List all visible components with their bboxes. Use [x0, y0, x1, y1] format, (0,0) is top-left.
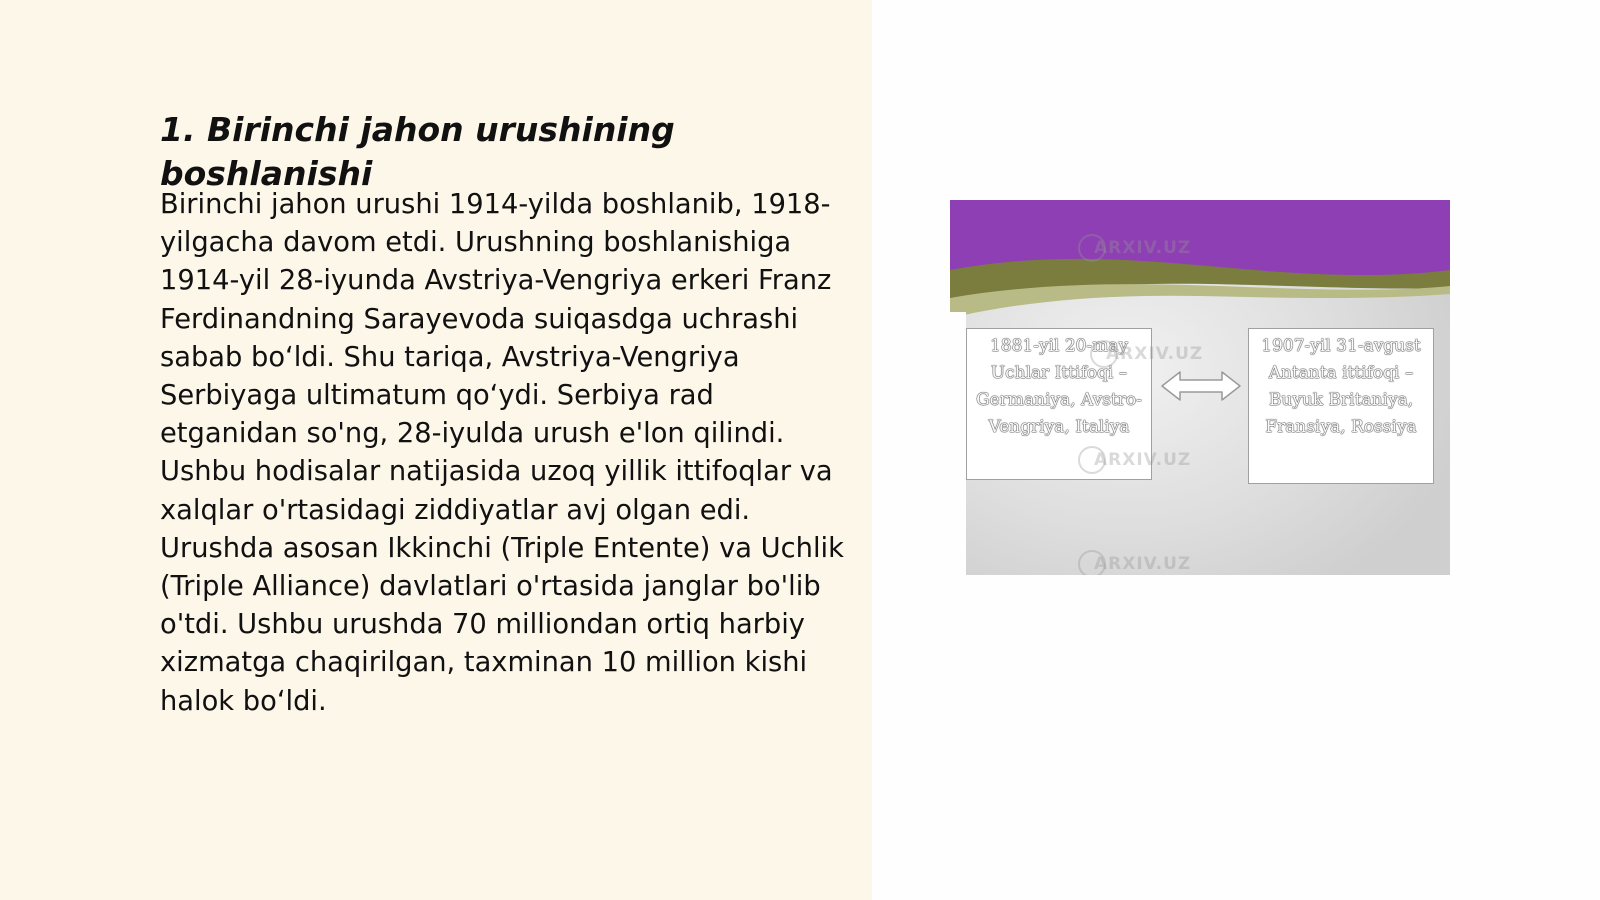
alliances-image — [950, 200, 1450, 575]
watermark — [1078, 446, 1191, 474]
watermark-text: ARXIV.UZ — [1094, 450, 1192, 470]
watermark — [1078, 550, 1191, 575]
triple-alliance-box: 1881-yil 20-may Uchlar Ittifoqi – Germaniya, Avstro-Vengriya, Italiya — [966, 328, 1152, 480]
slide-body-text: Birinchi jahon urushi 1914-yilda boshlanib, 1918-yilgacha davom etdi. Urushning boshlanishiga 1914-yil 28-iyunda Avstriya-Vengriya erkeri Franz Ferdinandning Sarayevoda suiqasdga uchrashi sabab boʻldi. Shu tariqa, Avstriya-Vengriya Serbiyaga ultimatum qoʻydi. Serbiya rad etganidan so'ng, 28-iyulda urush e'lon qilindi. Ushbu hodisalar natijasida uzoq yillik ittifoqlar va xalqlar o'rtasidagi ziddiyatlar avj olgan edi. Urushda asosan Ikkinchi (Triple Entente) va Uchlik (Triple Alliance) davlatlari o'rtasida janglar bo'lib o'tdi. Ushbu urushda 70 milliondan ortiq harbiy xizmatga chaqirilgan, taxminan 10 million kishi halok boʻldi. — [160, 189, 844, 717]
white-gap-strip — [950, 312, 966, 575]
watermark-text: ARXIV.UZ — [1094, 238, 1192, 258]
watermark-text: ARXIV.UZ — [1106, 344, 1204, 364]
double-arrow-icon — [1160, 368, 1242, 404]
watermark-text: ARXIV.UZ — [1094, 554, 1192, 574]
watermark — [1090, 340, 1203, 368]
entente-box: 1907-yil 31-avgust Antanta ittifoqi – Buyuk Britaniya, Fransiya, Rossiya — [1248, 328, 1434, 484]
watermark — [1078, 234, 1191, 262]
slide-title: 1. Birinchi jahon urushining boshlanishi — [160, 110, 675, 193]
